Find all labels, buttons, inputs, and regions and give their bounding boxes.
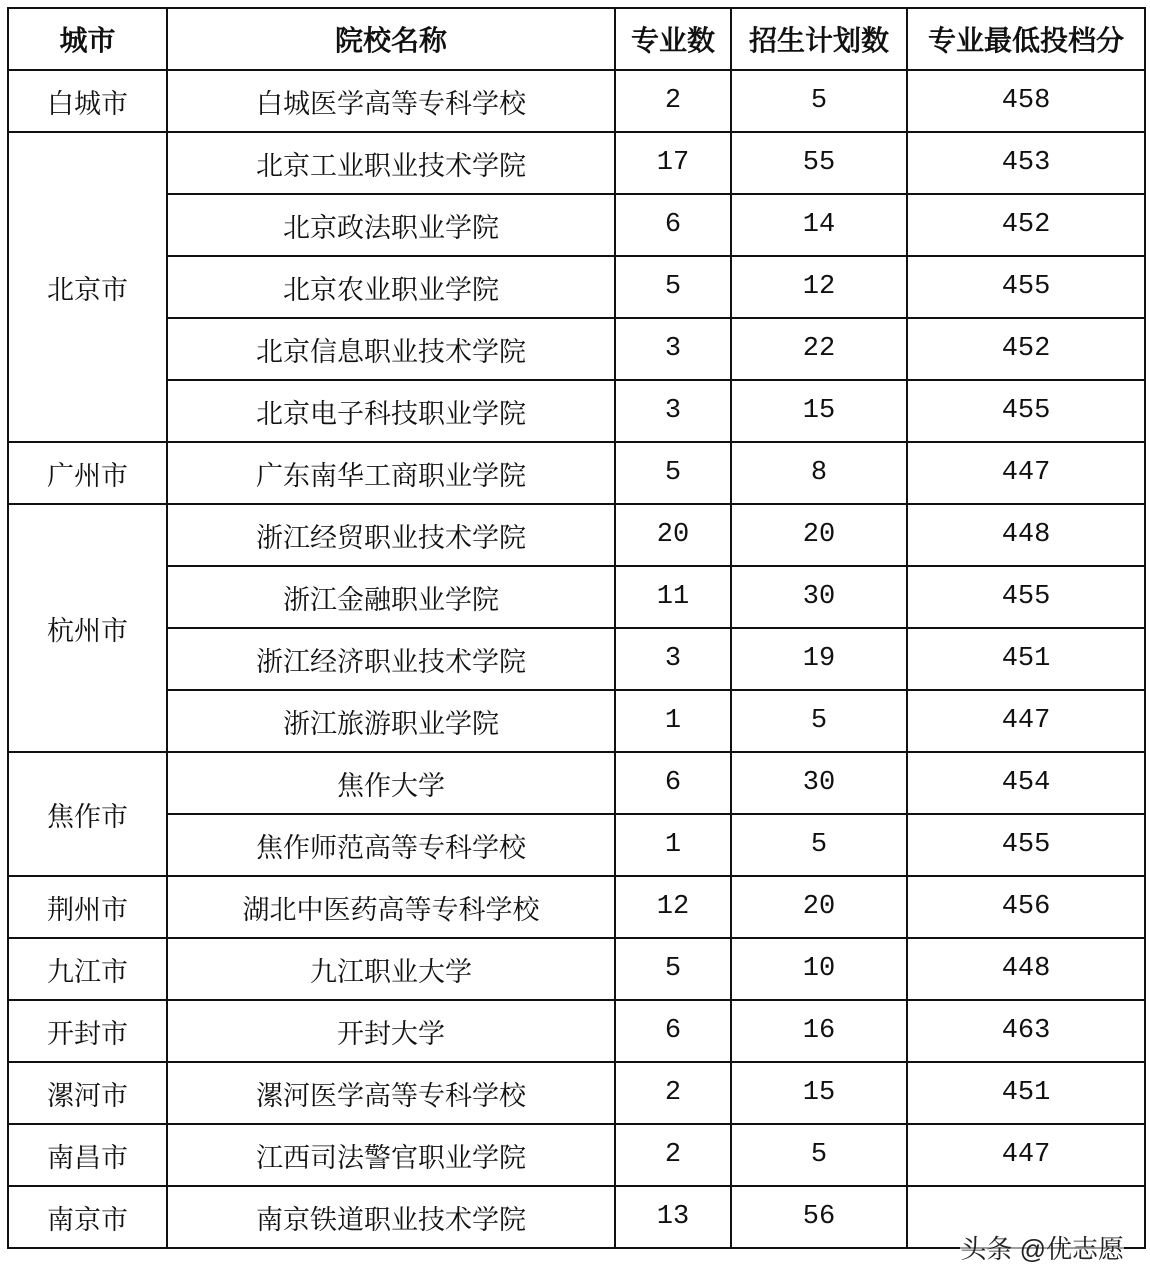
majors-cell: 3 <box>615 380 731 442</box>
plan-cell: 22 <box>731 318 907 380</box>
table-row <box>8 504 1145 566</box>
score-cell: 455 <box>907 256 1145 318</box>
score-cell: 455 <box>907 814 1145 876</box>
majors-cell: 3 <box>615 318 731 380</box>
plan-cell: 15 <box>731 380 907 442</box>
school-cell: 浙江金融职业学院 <box>167 566 615 628</box>
city-cell: 荆州市 <box>8 876 167 938</box>
table-row <box>8 70 1145 132</box>
header-row <box>8 8 1145 70</box>
school-cell: 江西司法警官职业学院 <box>167 1124 615 1186</box>
score-cell: 458 <box>907 70 1145 132</box>
score-cell: 448 <box>907 938 1145 1000</box>
plan-cell: 56 <box>731 1186 907 1248</box>
school-cell: 浙江经贸职业技术学院 <box>167 504 615 566</box>
school-cell: 开封大学 <box>167 1000 615 1062</box>
table-row <box>8 380 1145 442</box>
table-row <box>8 938 1145 1000</box>
table-row <box>8 752 1145 814</box>
majors-cell: 2 <box>615 70 731 132</box>
school-cell: 北京信息职业技术学院 <box>167 318 615 380</box>
majors-cell: 17 <box>615 132 731 194</box>
table-row <box>8 628 1145 690</box>
school-cell: 焦作大学 <box>167 752 615 814</box>
header-city: 城市 <box>8 8 167 70</box>
plan-cell: 5 <box>731 690 907 752</box>
header-score: 专业最低投档分 <box>907 8 1145 70</box>
table-row <box>8 566 1145 628</box>
table-row <box>8 194 1145 256</box>
header-plan: 招生计划数 <box>731 8 907 70</box>
plan-cell: 14 <box>731 194 907 256</box>
majors-cell: 13 <box>615 1186 731 1248</box>
table-body <box>8 70 1145 1248</box>
plan-cell: 19 <box>731 628 907 690</box>
plan-cell: 20 <box>731 876 907 938</box>
plan-cell: 5 <box>731 70 907 132</box>
score-cell: 448 <box>907 504 1145 566</box>
school-cell: 焦作师范高等专科学校 <box>167 814 615 876</box>
plan-cell: 5 <box>731 1124 907 1186</box>
score-cell: 454 <box>907 752 1145 814</box>
plan-cell: 8 <box>731 442 907 504</box>
majors-cell: 5 <box>615 442 731 504</box>
school-cell: 南京铁道职业技术学院 <box>167 1186 615 1248</box>
plan-cell: 30 <box>731 566 907 628</box>
majors-cell: 1 <box>615 690 731 752</box>
table-row <box>8 132 1145 194</box>
plan-cell: 10 <box>731 938 907 1000</box>
majors-cell: 2 <box>615 1062 731 1124</box>
city-cell: 焦作市 <box>8 752 167 876</box>
city-cell: 开封市 <box>8 1000 167 1062</box>
header-majors: 专业数 <box>615 8 731 70</box>
majors-cell: 1 <box>615 814 731 876</box>
score-cell: 452 <box>907 194 1145 256</box>
majors-cell: 12 <box>615 876 731 938</box>
watermark: 头条 @优志愿 <box>960 1229 1124 1266</box>
table-row <box>8 1000 1145 1062</box>
plan-cell: 30 <box>731 752 907 814</box>
plan-cell: 16 <box>731 1000 907 1062</box>
plan-cell: 20 <box>731 504 907 566</box>
header-school: 院校名称 <box>167 8 615 70</box>
plan-cell: 12 <box>731 256 907 318</box>
majors-cell: 3 <box>615 628 731 690</box>
score-cell: 447 <box>907 442 1145 504</box>
school-cell: 浙江经济职业技术学院 <box>167 628 615 690</box>
school-cell: 白城医学高等专科学校 <box>167 70 615 132</box>
school-cell: 北京农业职业学院 <box>167 256 615 318</box>
majors-cell: 6 <box>615 194 731 256</box>
admission-table <box>7 7 1146 1249</box>
table-row <box>8 876 1145 938</box>
city-cell: 白城市 <box>8 70 167 132</box>
table-row <box>8 442 1145 504</box>
majors-cell: 2 <box>615 1124 731 1186</box>
table-row <box>8 256 1145 318</box>
score-cell: 456 <box>907 876 1145 938</box>
school-cell: 北京工业职业技术学院 <box>167 132 615 194</box>
table-row <box>8 318 1145 380</box>
majors-cell: 11 <box>615 566 731 628</box>
school-cell: 湖北中医药高等专科学校 <box>167 876 615 938</box>
school-cell: 北京电子科技职业学院 <box>167 380 615 442</box>
city-cell: 北京市 <box>8 132 167 442</box>
plan-cell: 15 <box>731 1062 907 1124</box>
score-cell: 447 <box>907 1124 1145 1186</box>
score-cell: 451 <box>907 628 1145 690</box>
plan-cell: 5 <box>731 814 907 876</box>
majors-cell: 20 <box>615 504 731 566</box>
city-cell: 漯河市 <box>8 1062 167 1124</box>
score-cell: 453 <box>907 132 1145 194</box>
score-cell: 452 <box>907 318 1145 380</box>
city-cell: 南昌市 <box>8 1124 167 1186</box>
score-cell: 451 <box>907 1062 1145 1124</box>
table-row <box>8 1124 1145 1186</box>
majors-cell: 5 <box>615 938 731 1000</box>
school-cell: 广东南华工商职业学院 <box>167 442 615 504</box>
score-cell: 455 <box>907 566 1145 628</box>
score-cell: 455 <box>907 380 1145 442</box>
table-row <box>8 814 1145 876</box>
school-cell: 浙江旅游职业学院 <box>167 690 615 752</box>
plan-cell: 55 <box>731 132 907 194</box>
city-cell: 广州市 <box>8 442 167 504</box>
table-row <box>8 690 1145 752</box>
majors-cell: 5 <box>615 256 731 318</box>
majors-cell: 6 <box>615 752 731 814</box>
school-cell: 九江职业大学 <box>167 938 615 1000</box>
score-cell: 447 <box>907 690 1145 752</box>
city-cell: 杭州市 <box>8 504 167 752</box>
school-cell: 北京政法职业学院 <box>167 194 615 256</box>
score-cell: 463 <box>907 1000 1145 1062</box>
table-row <box>8 1062 1145 1124</box>
majors-cell: 6 <box>615 1000 731 1062</box>
city-cell: 九江市 <box>8 938 167 1000</box>
school-cell: 漯河医学高等专科学校 <box>167 1062 615 1124</box>
city-cell: 南京市 <box>8 1186 167 1248</box>
